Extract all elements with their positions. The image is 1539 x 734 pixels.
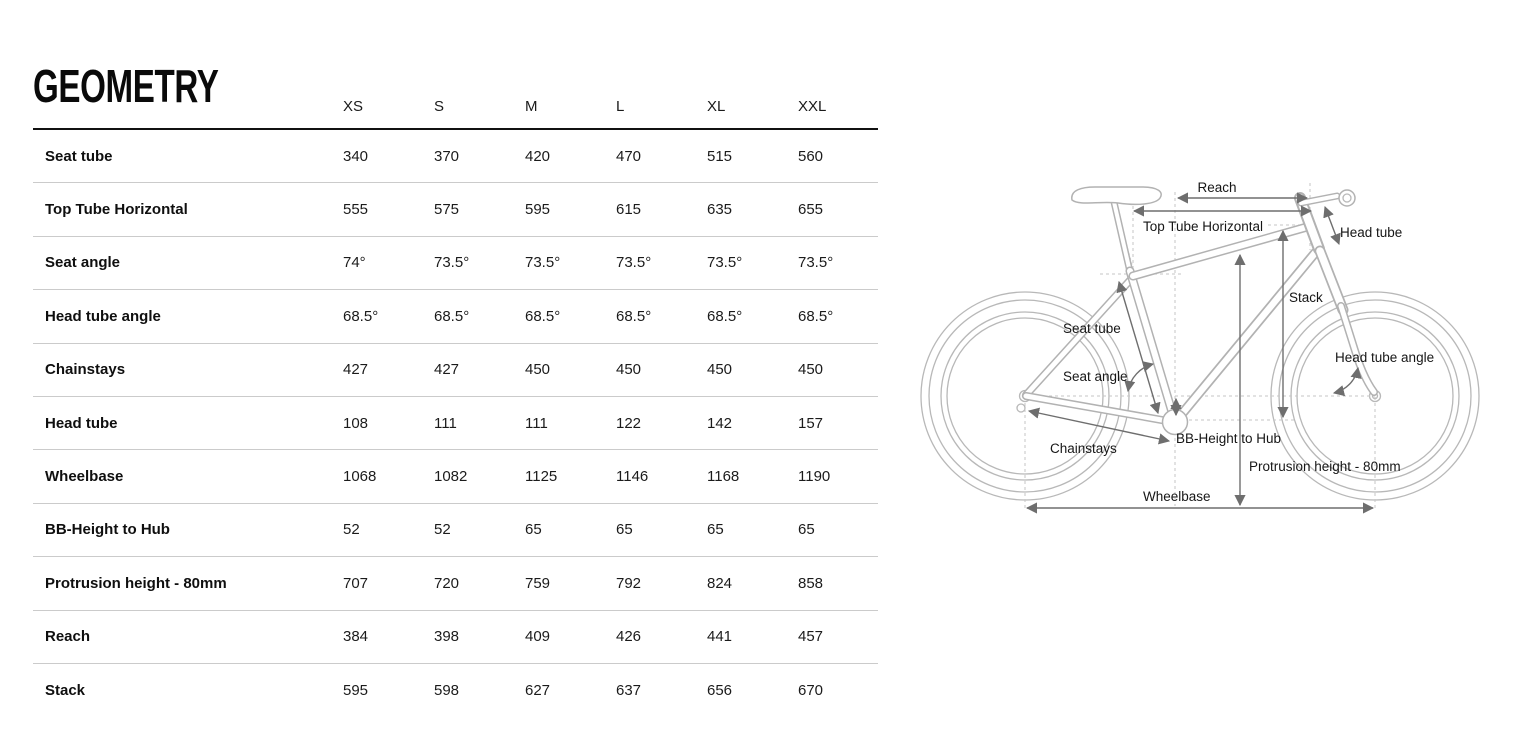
page-title: GEOMETRY xyxy=(33,59,219,112)
table-row xyxy=(33,611,878,664)
stack-label: Stack xyxy=(1289,290,1323,305)
table-row xyxy=(33,397,878,450)
value-cell: 420 xyxy=(525,147,551,165)
value-cell: 111 xyxy=(434,414,457,432)
bb-height-to-hub-label: BB-Height to Hub xyxy=(1176,431,1282,446)
head-tube-arrow xyxy=(1325,207,1339,244)
value-cell: 409 xyxy=(525,628,551,646)
table-row xyxy=(33,664,878,717)
table-row xyxy=(33,557,878,610)
value-cell: 142 xyxy=(707,414,733,432)
value-cell: 707 xyxy=(343,574,369,592)
value-cell: 340 xyxy=(343,147,369,165)
seat-tube-label: Seat tube xyxy=(1063,321,1121,336)
value-cell: 108 xyxy=(343,414,369,432)
column-header-xs: XS xyxy=(343,98,364,115)
column-header-m: M xyxy=(525,98,538,115)
value-cell: 427 xyxy=(343,361,369,379)
value-cell: 426 xyxy=(616,628,642,646)
value-cell: 575 xyxy=(434,201,460,219)
value-cell: 560 xyxy=(798,147,824,165)
row-label: Top Tube Horizontal xyxy=(45,201,188,219)
value-cell: 598 xyxy=(434,682,460,700)
value-cell: 74° xyxy=(343,254,366,272)
value-cell: 157 xyxy=(798,414,824,432)
value-cell: 450 xyxy=(798,361,824,379)
head-tube-label: Head tube xyxy=(1340,225,1403,240)
value-cell: 68.5° xyxy=(616,307,652,325)
value-cell: 670 xyxy=(798,682,824,700)
value-cell: 1146 xyxy=(616,468,649,486)
value-cell: 450 xyxy=(616,361,642,379)
value-cell: 450 xyxy=(707,361,733,379)
handlebar-icon xyxy=(1339,190,1355,206)
value-cell: 441 xyxy=(707,628,733,646)
value-cell: 111 xyxy=(525,414,548,432)
table-row xyxy=(33,183,878,236)
column-header-l: L xyxy=(616,98,625,115)
value-cell: 52 xyxy=(343,521,360,539)
value-cell: 68.5° xyxy=(525,307,561,325)
value-cell: 68.5° xyxy=(707,307,743,325)
bike-geometry-diagram xyxy=(910,150,1530,560)
value-cell: 1082 xyxy=(434,468,468,486)
value-cell: 759 xyxy=(525,574,551,592)
value-cell: 450 xyxy=(525,361,551,379)
value-cell: 627 xyxy=(525,682,551,700)
value-cell: 1125 xyxy=(525,468,558,486)
bike-diagram-svg xyxy=(910,150,1530,560)
value-cell: 427 xyxy=(434,361,460,379)
column-header-xl: XL xyxy=(707,98,726,115)
value-cell: 595 xyxy=(525,201,551,219)
table-row xyxy=(33,130,878,183)
head-tube-angle-arc xyxy=(1334,368,1358,393)
value-cell: 52 xyxy=(434,521,451,539)
value-cell: 656 xyxy=(707,682,733,700)
row-label: Reach xyxy=(45,628,91,646)
value-cell: 515 xyxy=(707,147,733,165)
value-cell: 65 xyxy=(616,521,633,539)
top-tube-horizontal-label: Top Tube Horizontal xyxy=(1142,219,1264,234)
row-label: BB-Height to Hub xyxy=(45,521,170,539)
row-label: Head tube angle xyxy=(45,307,161,325)
row-label: Stack xyxy=(45,682,86,700)
geometry-table-body xyxy=(33,130,878,717)
value-cell: 68.5° xyxy=(343,307,379,325)
saddle-icon xyxy=(1072,187,1161,204)
reach-label: Reach xyxy=(1197,180,1237,195)
value-cell: 555 xyxy=(343,201,369,219)
column-header-s: S xyxy=(434,98,445,115)
value-cell: 73.5° xyxy=(707,254,743,272)
seat-angle-arc xyxy=(1128,364,1153,391)
value-cell: 73.5° xyxy=(525,254,561,272)
value-cell: 1190 xyxy=(798,468,831,486)
value-cell: 637 xyxy=(616,682,642,700)
seat-angle-label: Seat angle xyxy=(1063,369,1128,384)
value-cell: 824 xyxy=(707,574,733,592)
value-cell: 68.5° xyxy=(798,307,834,325)
value-cell: 635 xyxy=(707,201,733,219)
value-cell: 858 xyxy=(798,574,824,592)
table-row xyxy=(33,450,878,503)
row-label: Chainstays xyxy=(45,361,126,379)
value-cell: 398 xyxy=(434,628,460,646)
value-cell: 384 xyxy=(343,628,369,646)
value-cell: 470 xyxy=(616,147,642,165)
value-cell: 122 xyxy=(616,414,642,432)
size-header-row xyxy=(33,85,878,130)
value-cell: 792 xyxy=(616,574,642,592)
value-cell: 73.5° xyxy=(434,254,470,272)
value-cell: 1068 xyxy=(343,468,377,486)
value-cell: 720 xyxy=(434,574,460,592)
value-cell: 370 xyxy=(434,147,460,165)
column-header-xxl: XXL xyxy=(798,98,827,115)
protrusion-height-label: Protrusion height - 80mm xyxy=(1249,459,1401,474)
value-cell: 68.5° xyxy=(434,307,470,325)
row-label: Seat tube xyxy=(45,147,113,165)
wheelbase-label: Wheelbase xyxy=(1143,489,1211,504)
value-cell: 65 xyxy=(707,521,724,539)
value-cell: 73.5° xyxy=(616,254,652,272)
value-cell: 615 xyxy=(616,201,642,219)
row-label: Head tube xyxy=(45,414,118,432)
value-cell: 457 xyxy=(798,628,824,646)
value-cell: 65 xyxy=(525,521,542,539)
value-cell: 655 xyxy=(798,201,824,219)
chainstays-label: Chainstays xyxy=(1050,441,1117,456)
row-label: Protrusion height - 80mm xyxy=(45,574,227,592)
row-label: Wheelbase xyxy=(45,468,124,486)
value-cell: 1168 xyxy=(707,468,740,486)
table-row xyxy=(33,237,878,290)
table-row xyxy=(33,290,878,343)
value-cell: 73.5° xyxy=(798,254,834,272)
head-tube-angle-label: Head tube angle xyxy=(1335,350,1435,365)
table-row xyxy=(33,344,878,397)
value-cell: 65 xyxy=(798,521,815,539)
table-row xyxy=(33,504,878,557)
value-cell: 595 xyxy=(343,682,369,700)
geometry-table xyxy=(33,85,878,717)
row-label: Seat angle xyxy=(45,254,121,272)
